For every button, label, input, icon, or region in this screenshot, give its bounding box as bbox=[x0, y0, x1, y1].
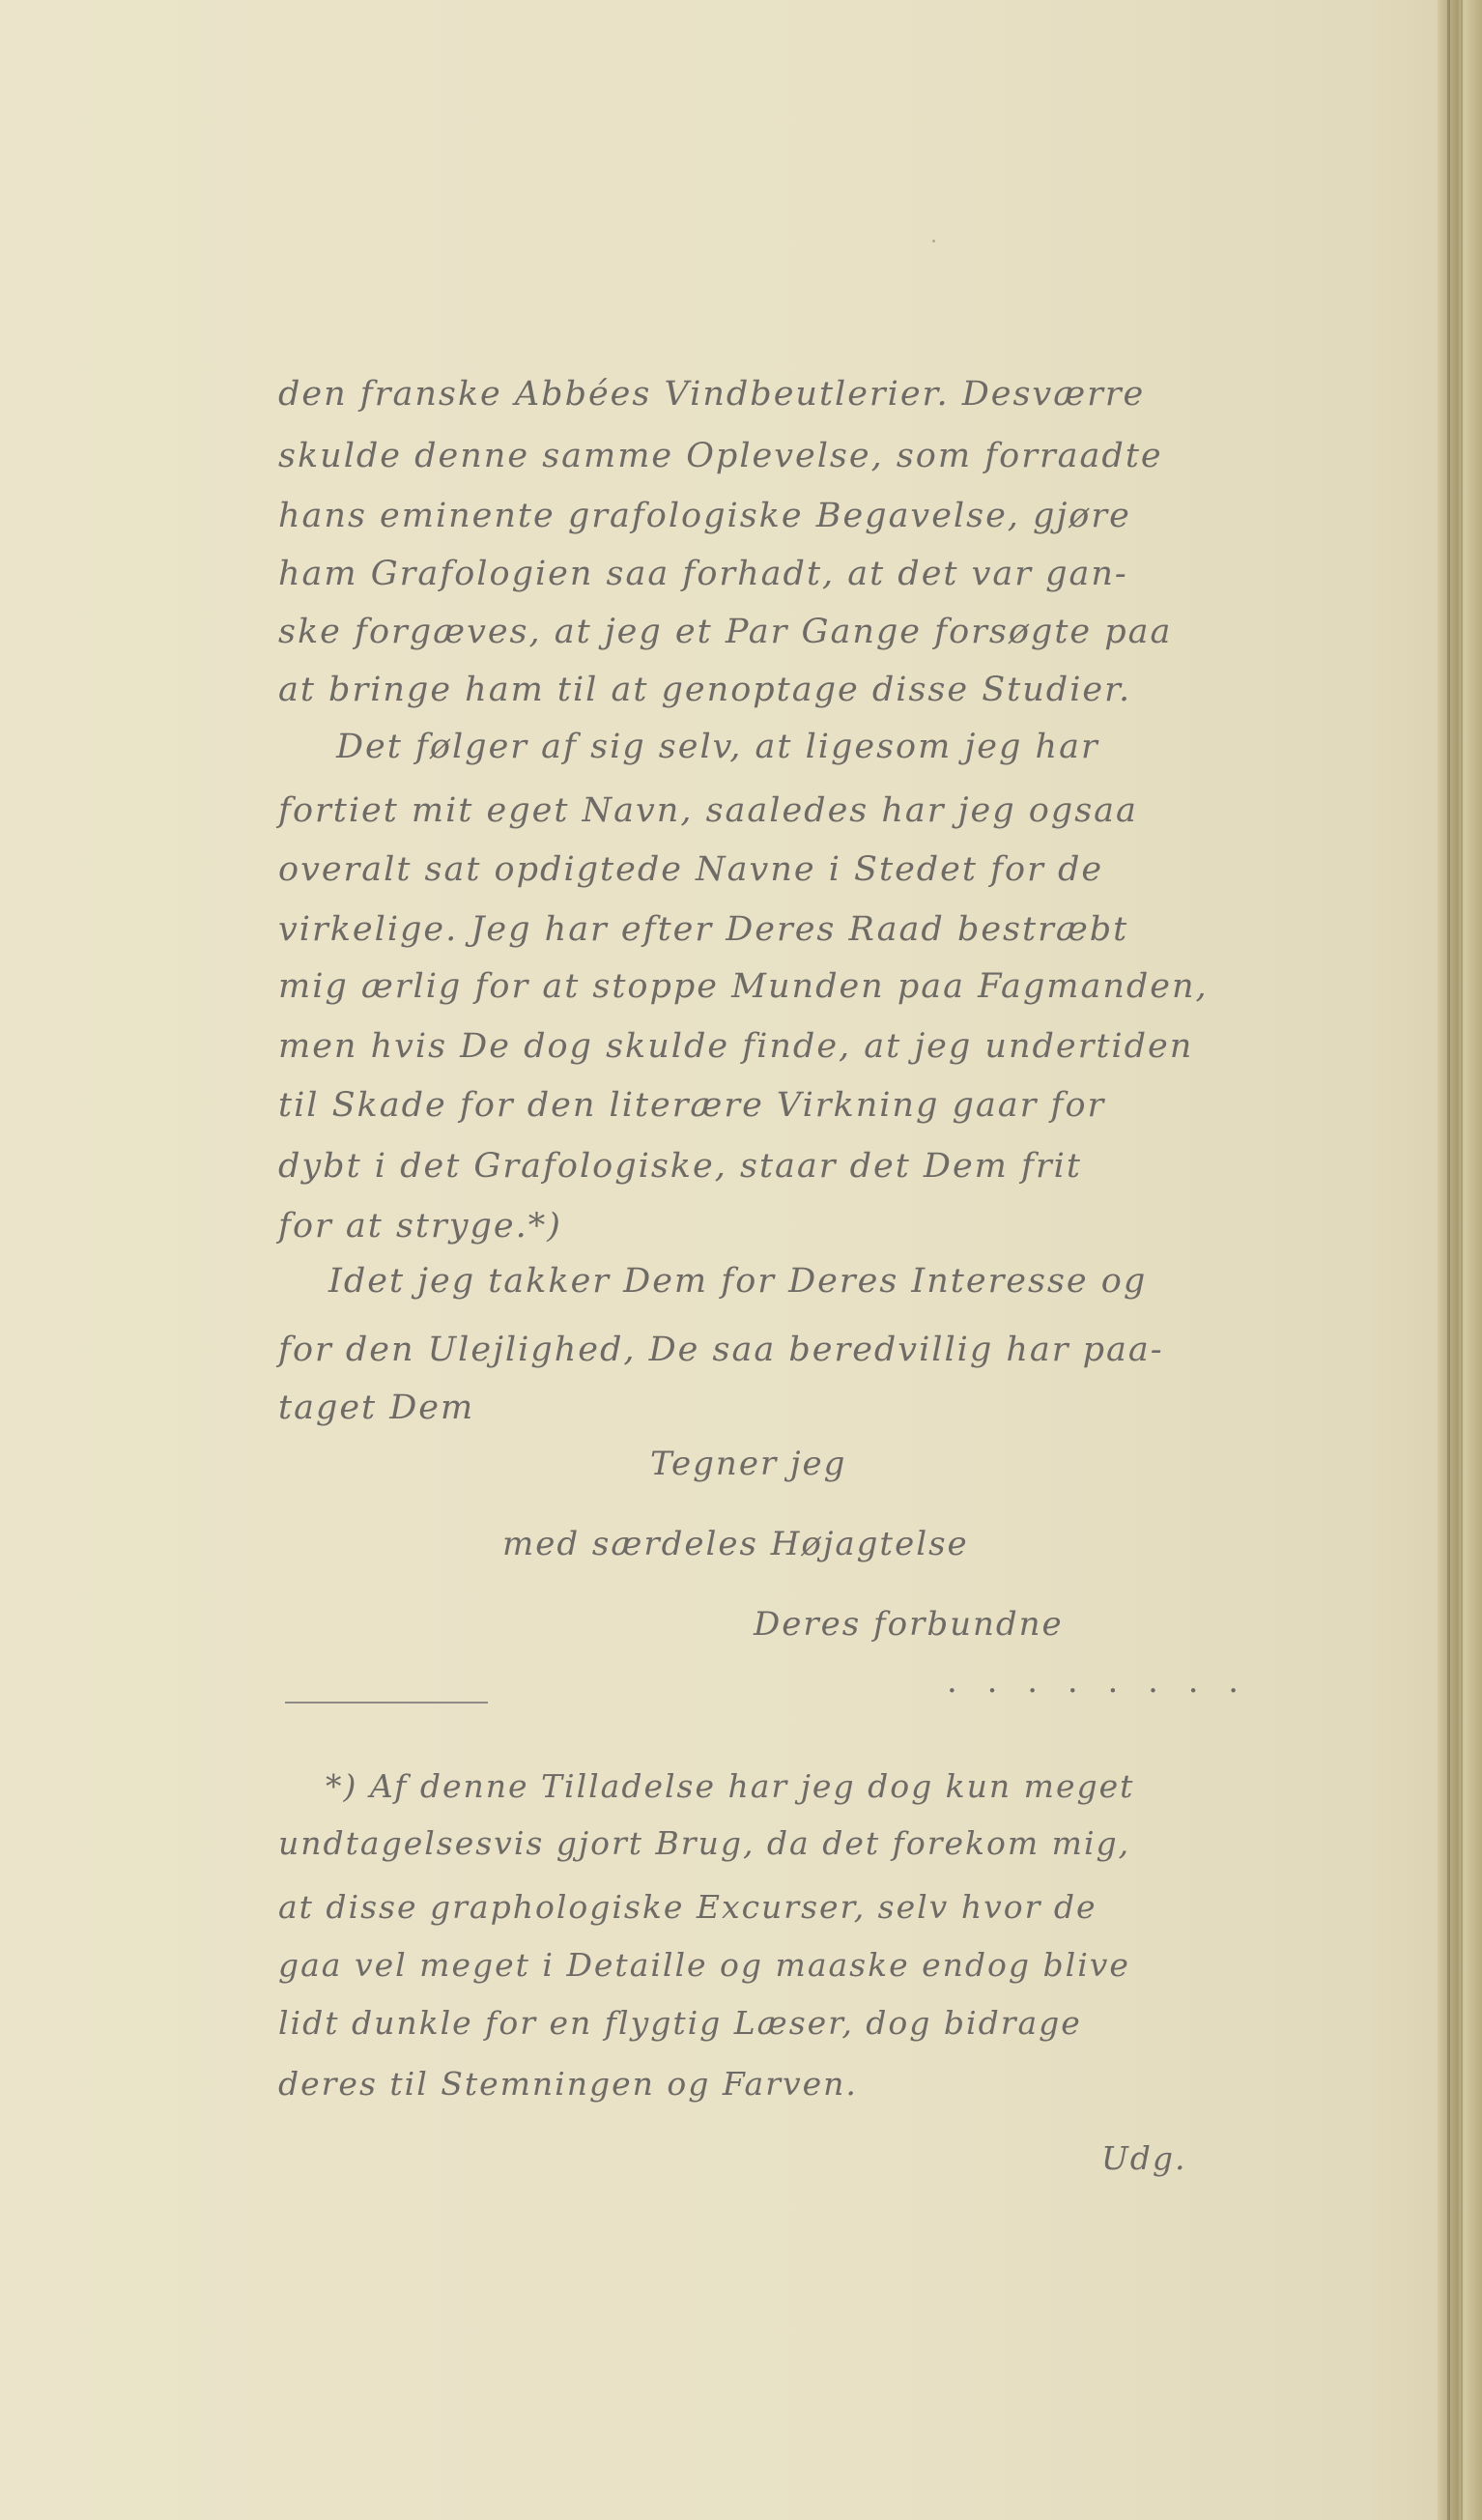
body-line: mig ærlig for at stoppe Munden paa Fagmanden, bbox=[278, 967, 1209, 1006]
closing-line: med særdeles Højagtelse bbox=[502, 1525, 969, 1563]
body-line: til Skade for den literære Virkning gaar for bbox=[278, 1086, 1106, 1125]
closing-line: Tegner jeg bbox=[650, 1445, 847, 1483]
body-line: fortiet mit eget Navn, saaledes har jeg ogsaa bbox=[278, 791, 1138, 830]
footnote-line: gaa vel meget i Detaille og maaske endog blive bbox=[278, 1946, 1130, 1984]
body-line: den franske Abbées Vindbeutlerier. Desværre bbox=[278, 375, 1146, 414]
gutter-shadow bbox=[1461, 0, 1463, 2520]
closing-line: Deres forbundne bbox=[754, 1605, 1064, 1644]
body-line: men hvis De dog skulde finde, at jeg undertiden bbox=[278, 1027, 1194, 1066]
footnote-line: at disse graphologiske Excurser, selv hvor de bbox=[278, 1888, 1097, 1926]
body-line: Det følger af sig selv, at ligesom jeg har bbox=[336, 728, 1099, 766]
body-line: taget Dem bbox=[278, 1389, 475, 1427]
body-line: dybt i det Grafologiske, staar det Dem frit bbox=[278, 1147, 1082, 1186]
gutter-shadow bbox=[1447, 0, 1450, 2520]
body-line: skulde denne samme Oplevelse, som forraadte bbox=[278, 437, 1163, 475]
footnote-line: *) Af denne Tilladelse har jeg dog kun meget bbox=[326, 1767, 1135, 1805]
book-gutter bbox=[1438, 0, 1482, 2520]
body-line: ske forgæves, at jeg et Par Gange forsøgte paa bbox=[278, 613, 1173, 651]
body-line: overalt sat opdigtede Navne i Stedet for de bbox=[278, 850, 1104, 889]
footnote-rule bbox=[285, 1702, 488, 1704]
footnote-signature: Udg. bbox=[1101, 2139, 1187, 2177]
body-line: for at stryge.*) bbox=[278, 1207, 562, 1246]
speck bbox=[932, 240, 935, 243]
footnote-line: lidt dunkle for en flygtig Læser, dog bidrage bbox=[278, 2004, 1082, 2042]
footnote-line: undtagelsesvis gjort Brug, da det forekom mig, bbox=[278, 1824, 1131, 1862]
body-line: Idet jeg takker Dem for Deres Interesse og bbox=[328, 1262, 1148, 1301]
body-line: ham Grafologien saa forhadt, at det var gan- bbox=[278, 555, 1128, 593]
body-line: hans eminente grafologiske Begavelse, gjøre bbox=[278, 497, 1131, 535]
signature-dots: · · · · · · · · bbox=[947, 1672, 1249, 1710]
body-line: virkelige. Jeg har efter Deres Raad bestræbt bbox=[278, 910, 1129, 949]
body-line: at bringe ham til at genoptage disse Studier. bbox=[278, 671, 1132, 709]
body-line: for den Ulejlighed, De saa beredvillig har paa- bbox=[278, 1331, 1164, 1369]
footnote-line: deres til Stemningen og Farven. bbox=[278, 2065, 858, 2103]
